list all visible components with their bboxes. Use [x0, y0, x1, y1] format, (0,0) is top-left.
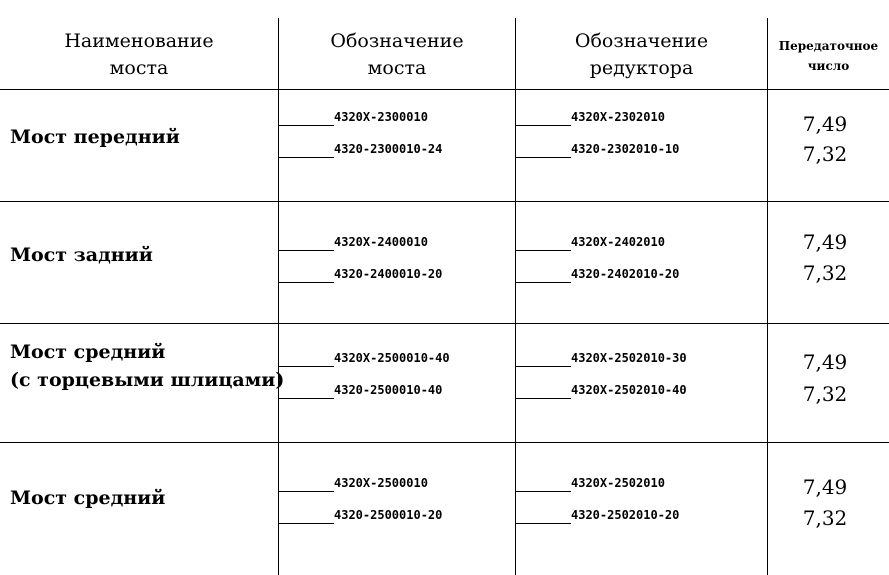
leader-line: [516, 398, 571, 399]
row-divider: [0, 323, 889, 324]
leader-line: [279, 250, 334, 251]
gear-ratio: 7,32: [802, 506, 848, 530]
header-bridge-name: [0, 28, 278, 82]
leader-line: [516, 157, 571, 158]
row-front-axle-name: [10, 123, 180, 151]
header-line: Обозначение: [330, 30, 464, 52]
reducer-code: 4320Х-2402010: [571, 235, 665, 249]
name-line: Мост задний: [10, 244, 153, 266]
leader-line: [279, 157, 334, 158]
leader-line: [516, 125, 571, 126]
header-line: Передаточное: [778, 39, 879, 53]
name-line: Мост передний: [10, 126, 180, 148]
row-divider: [0, 89, 889, 90]
name-line: Мост средний: [10, 487, 166, 509]
gear-ratio: 7,32: [802, 142, 848, 166]
gear-ratio: 7,49: [802, 230, 848, 254]
leader-line: [279, 282, 334, 283]
header-line: Обозначение: [574, 30, 709, 52]
name-line: (с торцевыми шлицами): [10, 369, 285, 391]
bridge-code: 4320Х-2500010: [334, 476, 428, 490]
leader-line: [279, 523, 334, 524]
row-divider: [0, 201, 889, 202]
leader-line: [516, 282, 571, 283]
row-divider: [0, 442, 889, 443]
column-divider: [767, 18, 768, 575]
name-line: Мост средний: [10, 341, 166, 363]
bridge-code: 4320-2300010-24: [334, 142, 443, 156]
bridge-code: 4320Х-2500010-40: [334, 351, 450, 365]
leader-line: [279, 125, 334, 126]
gear-ratio: 7,49: [802, 475, 848, 499]
row-rear-axle-name: [10, 241, 153, 269]
leader-line: [516, 366, 571, 367]
header-line: моста: [109, 57, 169, 79]
gear-ratio: 7,49: [802, 112, 848, 136]
leader-line: [516, 523, 571, 524]
header-line: моста: [367, 57, 427, 79]
leader-line: [279, 366, 334, 367]
reducer-code: 4320-2502010-20: [571, 508, 680, 522]
bridge-code: 4320-2500010-40: [334, 383, 443, 397]
bridge-code: 4320-2400010-20: [334, 267, 443, 281]
bridge-code: 4320Х-2300010: [334, 110, 428, 124]
reducer-code: 4320Х-2302010: [571, 110, 665, 124]
header-gear-ratio: [768, 36, 889, 76]
row-middle-axle-splines-name: [10, 338, 284, 394]
reducer-code: 4320Х-2502010-30: [571, 351, 687, 365]
leader-line: [516, 491, 571, 492]
bridge-code: 4320-2500010-20: [334, 508, 443, 522]
reducer-code: 4320Х-2502010: [571, 476, 665, 490]
header-reducer-code: [516, 28, 767, 82]
header-line: Наименование: [64, 30, 214, 52]
reducer-code: 4320-2302010-10: [571, 142, 680, 156]
leader-line: [279, 491, 334, 492]
gear-ratio: 7,49: [802, 350, 848, 374]
row-middle-axle-name: [10, 484, 165, 512]
header-line: редуктора: [589, 57, 694, 79]
leader-line: [516, 250, 571, 251]
leader-line: [279, 398, 334, 399]
header-line: число: [807, 59, 850, 73]
header-bridge-code: [279, 28, 515, 82]
gear-ratio: 7,32: [802, 261, 848, 285]
reducer-code: 4320-2402010-20: [571, 267, 680, 281]
bridge-code: 4320Х-2400010: [334, 235, 428, 249]
reducer-code: 4320Х-2502010-40: [571, 383, 687, 397]
gear-ratio: 7,32: [802, 382, 848, 406]
